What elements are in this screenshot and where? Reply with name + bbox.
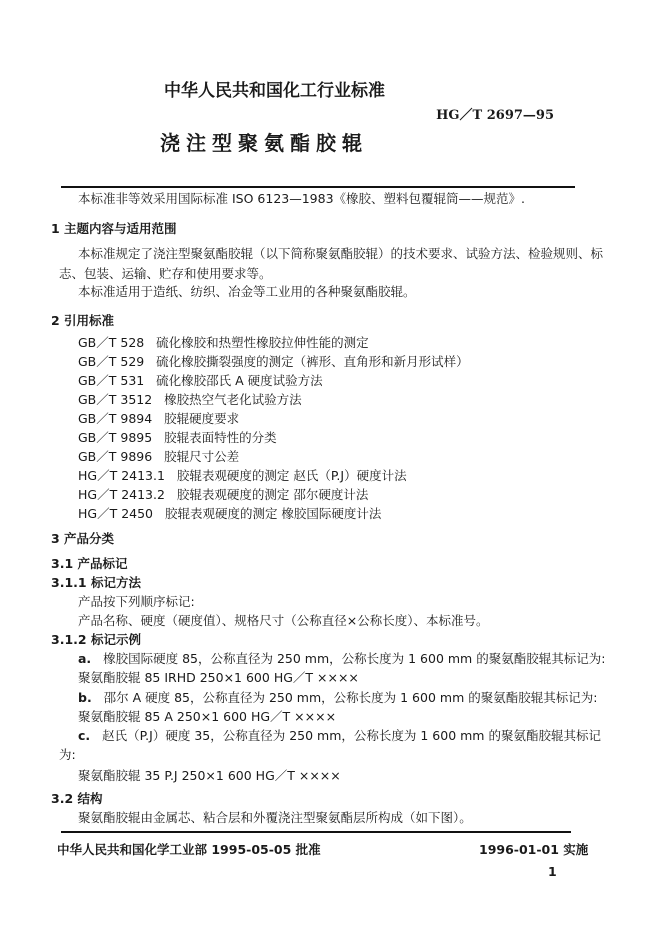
reference-item bbox=[78, 506, 381, 522]
marking-order: 产品名称、硬度（硬度值）、规格尺寸（公称直径×公称长度）、本标准号。 bbox=[78, 613, 489, 628]
section-2-heading: 2 引用标准 bbox=[51, 313, 115, 328]
example-b-label: b. bbox=[78, 690, 92, 705]
structure-text: 聚氨酯胶辊由金属芯、粘合层和外覆浇注型聚氨酯层所构成（如下图）。 bbox=[78, 810, 472, 825]
reference-title: 胶辊尺寸公差 bbox=[164, 449, 240, 464]
reference-title: 胶辊硬度要求 bbox=[164, 411, 240, 426]
intro-text: 本标准非等效采用国际标准 ISO 6123—1983《橡胶、塑料包覆辊筒——规范》. bbox=[78, 191, 526, 206]
example-c-mark: 聚氨酯胶辊 35 P.J 250×1 600 HG／T ×××× bbox=[78, 768, 341, 783]
reference-item bbox=[78, 392, 302, 408]
reference-code: HG／T 2450 bbox=[78, 506, 154, 521]
reference-title: 胶辊表面特性的分类 bbox=[164, 430, 277, 445]
effective-date: 1996-01-01 实施 bbox=[479, 842, 589, 857]
example-b bbox=[78, 690, 597, 706]
document-title: 浇注型聚氨酯胶辊 bbox=[160, 131, 368, 155]
reference-item bbox=[78, 430, 277, 446]
example-c bbox=[78, 728, 601, 744]
section-1-heading: 1 主题内容与适用范围 bbox=[51, 221, 177, 236]
reference-code: GB／T 9895 bbox=[78, 430, 153, 445]
reference-title: 硫化橡胶撕裂强度的测定（裤形、直角形和新月形试样） bbox=[156, 354, 469, 369]
reference-title: 胶辊表观硬度的测定 赵氏（P.J）硬度计法 bbox=[176, 468, 407, 483]
reference-item bbox=[78, 487, 368, 503]
section-1-para-1b: 志、包装、运输、贮存和使用要求等。 bbox=[59, 266, 272, 281]
reference-item bbox=[78, 335, 369, 351]
reference-code: GB／T 528 bbox=[78, 335, 145, 350]
example-c-text: 赵氏（P.J）硬度 35，公称直径为 250 mm，公称长度为 1 600 mm 的聚氨酯胶辊其标记 bbox=[102, 728, 601, 743]
section-3-1-heading: 3.1 产品标记 bbox=[51, 556, 128, 571]
reference-item bbox=[78, 373, 323, 389]
section-3-1-1-heading: 3.1.1 标记方法 bbox=[51, 575, 141, 590]
reference-code: GB／T 529 bbox=[78, 354, 145, 369]
example-a-text: 橡胶国际硬度 85，公称直径为 250 mm，公称长度为 1 600 mm 的聚氨酯胶辊其标记为: bbox=[103, 651, 606, 666]
section-3-1-2-heading: 3.1.2 标记示例 bbox=[51, 632, 141, 647]
reference-item bbox=[78, 468, 407, 484]
section-1-para-2: 本标准适用于造纸、纺织、冶金等工业用的各种聚氨酯胶辊。 bbox=[78, 284, 416, 299]
section-3-heading: 3 产品分类 bbox=[51, 531, 115, 546]
section-3-2-heading: 3.2 结构 bbox=[51, 791, 103, 806]
example-b-mark: 聚氨酯胶辊 85 A 250×1 600 HG／T ×××× bbox=[78, 709, 337, 724]
reference-code: HG／T 2413.1 bbox=[78, 468, 165, 483]
page-number: 1 bbox=[548, 864, 557, 879]
example-c-text-cont: 为: bbox=[59, 747, 76, 762]
reference-item bbox=[78, 411, 239, 427]
reference-title: 硫化橡胶和热塑性橡胶拉伸性能的测定 bbox=[156, 335, 369, 350]
footer-rule bbox=[61, 831, 571, 833]
reference-item bbox=[78, 449, 239, 465]
approval-line: 中华人民共和国化学工业部 1995-05-05 批准 bbox=[57, 842, 321, 857]
standard-number: HG／T 2697—95 bbox=[436, 108, 554, 123]
reference-code: GB／T 531 bbox=[78, 373, 145, 388]
reference-item bbox=[78, 354, 469, 370]
section-1-para-1a: 本标准规定了浇注型聚氨酯胶辊（以下简称聚氨酯胶辊）的技术要求、试验方法、检验规则、标 bbox=[78, 246, 604, 261]
reference-title: 硫化橡胶邵氏 A 硬度试验方法 bbox=[156, 373, 323, 388]
reference-code: GB／T 3512 bbox=[78, 392, 153, 407]
header-rule bbox=[61, 186, 575, 188]
marking-order-intro: 产品按下列顺序标记: bbox=[78, 594, 195, 609]
reference-code: GB／T 9896 bbox=[78, 449, 153, 464]
example-a-label: a. bbox=[78, 651, 92, 666]
example-c-label: c. bbox=[78, 728, 91, 743]
reference-title: 橡胶热空气老化试验方法 bbox=[164, 392, 302, 407]
example-a-mark: 聚氨酯胶辊 85 IRHD 250×1 600 HG／T ×××× bbox=[78, 670, 359, 685]
reference-code: HG／T 2413.2 bbox=[78, 487, 165, 502]
example-a bbox=[78, 651, 605, 667]
reference-title: 胶辊表观硬度的测定 橡胶国际硬度计法 bbox=[164, 506, 382, 521]
example-b-text: 邵尔 A 硬度 85，公称直径为 250 mm，公称长度为 1 600 mm 的聚氨酯胶辊其标记为: bbox=[103, 690, 598, 705]
reference-title: 胶辊表观硬度的测定 邵尔硬度计法 bbox=[176, 487, 369, 502]
standard-category-title: 中华人民共和国化工行业标准 bbox=[164, 81, 385, 101]
reference-code: GB／T 9894 bbox=[78, 411, 153, 426]
